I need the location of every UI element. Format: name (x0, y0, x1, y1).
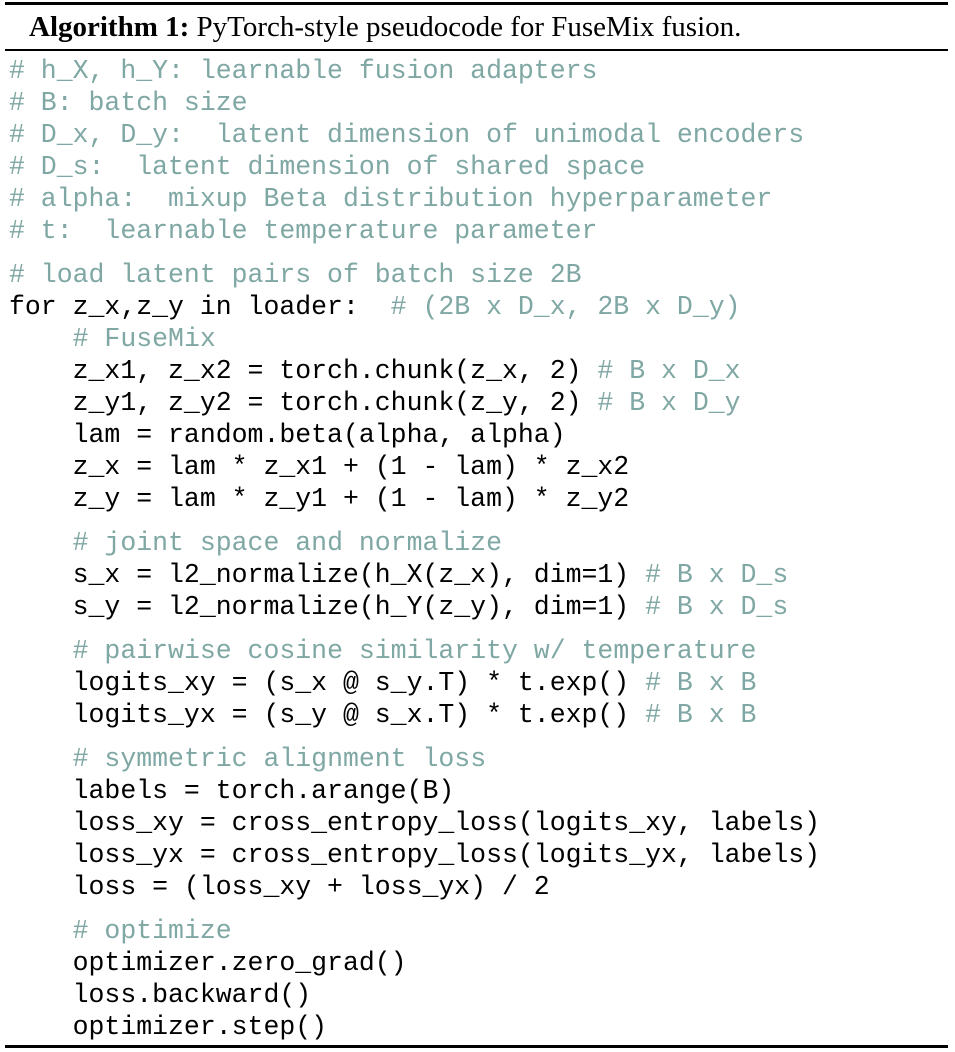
code-text (9, 528, 73, 558)
code-text (9, 636, 73, 666)
code-line (5, 291, 948, 323)
code-text: logits_xy = (s_x @ s_y.T) * t.exp() (9, 668, 646, 698)
code-line (5, 591, 948, 623)
code-text: for z_x,z_y in loader: (9, 292, 391, 322)
code-line (5, 183, 948, 215)
code-line (5, 807, 948, 839)
code-comment: # B x D_y (597, 388, 741, 418)
caption-text: PyTorch-style pseudocode for FuseMix fusion. (189, 11, 742, 43)
code-comment: # load latent pairs of batch size 2B (9, 260, 582, 290)
code-comment: # D_s: latent dimension of shared space (9, 152, 646, 182)
code-line (5, 119, 948, 151)
algorithm-caption (5, 5, 948, 49)
code-text: loss.backward() (9, 980, 312, 1010)
code-line (5, 947, 948, 979)
code-comment: # B x B (645, 668, 757, 698)
code-comment: # t: learnable temperature parameter (9, 216, 598, 246)
code-comment: # B x D_s (645, 592, 789, 622)
bottom-rule (5, 1045, 948, 1048)
code-comment: # B x D_s (645, 560, 789, 590)
code-comment: # (2B x D_x, 2B x D_y) (390, 292, 741, 322)
code-line (5, 151, 948, 183)
code-text: z_x1, z_x2 = torch.chunk(z_x, 2) (9, 356, 598, 386)
code-comment: # B x D_x (597, 356, 741, 386)
code-text: z_y = lam * z_y1 + (1 - lam) * z_y2 (9, 484, 630, 514)
code-comment: # h_X, h_Y: learnable fusion adapters (9, 56, 598, 86)
code-line (5, 387, 948, 419)
code-text: labels = torch.arange(B) (9, 776, 455, 806)
code-line (5, 635, 948, 667)
code-text: loss = (loss_xy + loss_yx) / 2 (9, 872, 550, 902)
code-comment: # B x B (645, 700, 757, 730)
code-line (5, 355, 948, 387)
caption-label: Algorithm 1: (29, 11, 190, 43)
code-text: optimizer.step() (9, 1012, 328, 1042)
code-comment: # symmetric alignment loss (72, 744, 487, 774)
code-line (5, 915, 948, 947)
code-text (9, 916, 73, 946)
code-line (5, 451, 948, 483)
code-text: s_y = l2_normalize(h_Y(z_y), dim=1) (9, 592, 646, 622)
code-comment: # B: batch size (9, 88, 248, 118)
code-line (5, 559, 948, 591)
code-line (5, 527, 948, 559)
code-line (5, 699, 948, 731)
code-text (9, 744, 73, 774)
code-comment: # optimize (72, 916, 232, 946)
code-line (5, 979, 948, 1011)
code-comment: # FuseMix (72, 324, 216, 354)
code-text: lam = random.beta(alpha, alpha) (9, 420, 566, 450)
code-line (5, 483, 948, 515)
code-line (5, 839, 948, 871)
code-line (5, 259, 948, 291)
code-listing (5, 51, 948, 1045)
code-line (5, 1011, 948, 1043)
code-comment: # pairwise cosine similarity w/ temperature (72, 636, 757, 666)
code-text (9, 324, 73, 354)
code-line (5, 87, 948, 119)
code-line (5, 667, 948, 699)
code-line (5, 55, 948, 87)
code-text: s_x = l2_normalize(h_X(z_x), dim=1) (9, 560, 646, 590)
code-comment: # alpha: mixup Beta distribution hyperparameter (9, 184, 773, 214)
code-text: z_y1, z_y2 = torch.chunk(z_y, 2) (9, 388, 598, 418)
code-text: loss_xy = cross_entropy_loss(logits_xy, labels) (9, 808, 821, 838)
code-line (5, 743, 948, 775)
code-text: logits_yx = (s_y @ s_x.T) * t.exp() (9, 700, 646, 730)
code-text: loss_yx = cross_entropy_loss(logits_yx, labels) (9, 840, 821, 870)
code-comment: # joint space and normalize (72, 528, 502, 558)
code-line (5, 871, 948, 903)
code-line (5, 215, 948, 247)
code-line (5, 323, 948, 355)
code-line (5, 419, 948, 451)
algorithm-block (5, 2, 948, 1048)
code-line (5, 775, 948, 807)
code-text: z_x = lam * z_x1 + (1 - lam) * z_x2 (9, 452, 630, 482)
code-text: optimizer.zero_grad() (9, 948, 407, 978)
code-comment: # D_x, D_y: latent dimension of unimodal encoders (9, 120, 805, 150)
